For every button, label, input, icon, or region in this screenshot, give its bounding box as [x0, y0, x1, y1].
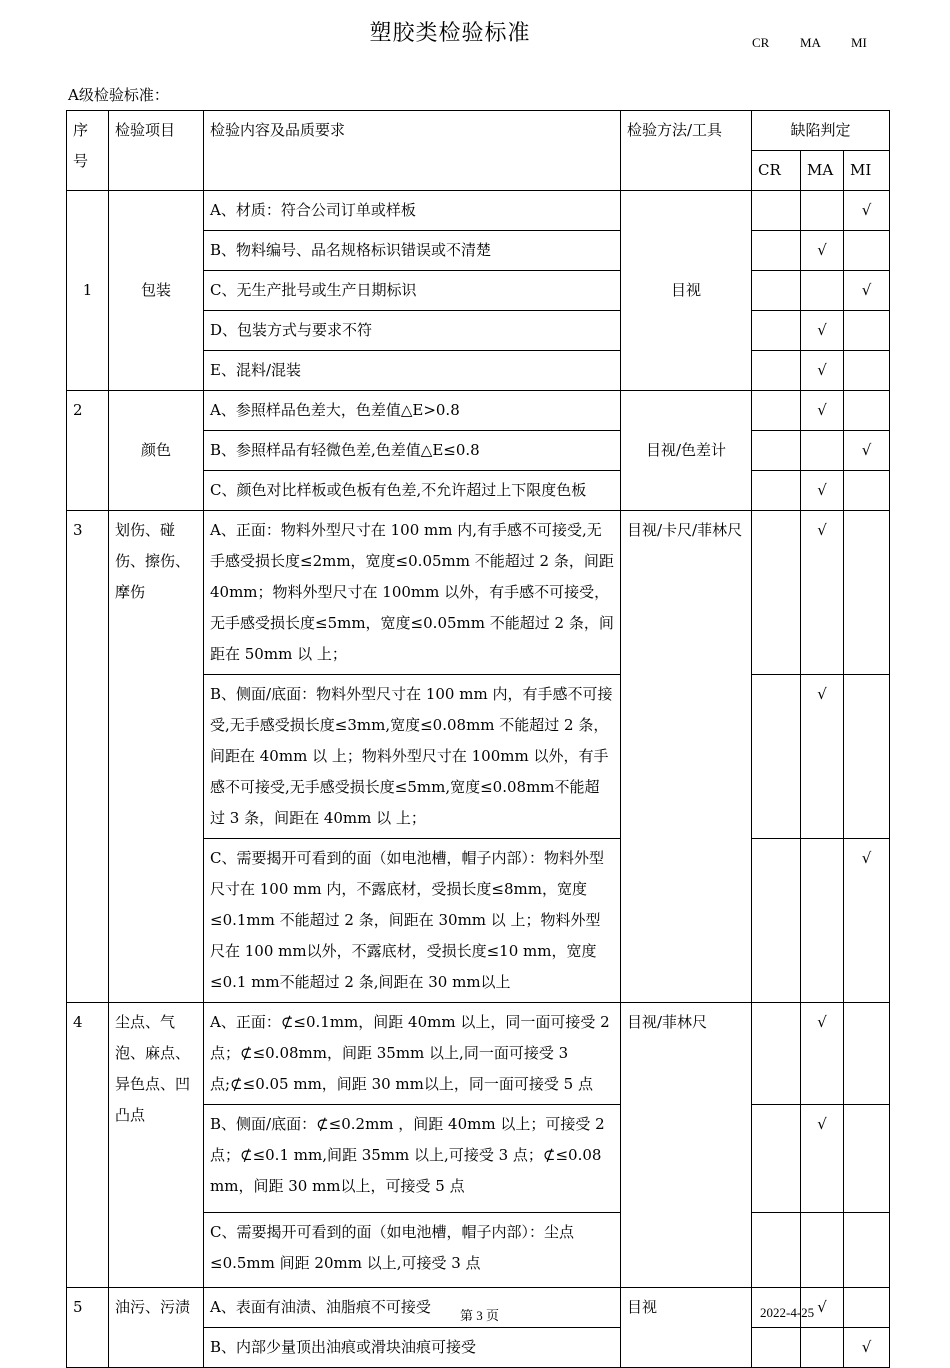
- row-item: 尘点、气泡、麻点、异色点、凹凸点: [109, 1003, 204, 1288]
- defect-ma-cell: [801, 1328, 844, 1368]
- row-content: A、材质：符合公司订单或样板: [204, 191, 621, 231]
- col-header-item: 检验项目: [109, 111, 204, 191]
- defect-ma-cell: [801, 511, 844, 675]
- check-mark: √: [861, 1338, 872, 1356]
- defect-cr-cell: [752, 1105, 801, 1213]
- defect-mi-cell: [844, 839, 890, 1003]
- defect-cr-cell: [752, 839, 801, 1003]
- defect-mi-cell: [844, 271, 890, 311]
- defect-mi-cell: [844, 311, 890, 351]
- defect-ma-cell: [801, 231, 844, 271]
- row-item: 颜色: [109, 391, 204, 511]
- defect-cr-cell: [752, 431, 801, 471]
- defect-ma-cell: [801, 1213, 844, 1288]
- row-content: B、侧面/底面：物料外型尺寸在 100 mm 内，有手感不可接受,无手感受损长度≤3mm,宽度≤0.08mm 不能超过 2 条，间距在 40mm 以 上；物料外型尺寸在 100mm 以外，有手感不可接受,无手感受损长度≤5mm,宽度≤0.08mm不能超过 3 条，间距在 40mm 以 上；: [204, 675, 621, 839]
- section-label: A级检验标准：: [68, 86, 169, 104]
- row-seq: 2: [67, 391, 109, 511]
- defect-cr-cell: [752, 191, 801, 231]
- row-content: B、侧面/底面：⊄≤0.2mm ，间距 40mm 以上；可接受 2 点；⊄≤0.1 mm,间距 35mm 以上,可接受 3 点；⊄≤0.08 mm，间距 30 mm以上，可接受 5 点: [204, 1105, 621, 1213]
- check-mark: √: [817, 685, 827, 703]
- defect-ma-cell: [801, 471, 844, 511]
- defect-mi-cell: [844, 1288, 890, 1328]
- col-header-defect: 缺陷判定: [752, 111, 890, 151]
- row-item: 划伤、碰伤、擦伤、摩伤: [109, 511, 204, 1003]
- defect-cr-cell: [752, 675, 801, 839]
- defect-cr-cell: [752, 1213, 801, 1288]
- header-code-cr: CR: [752, 35, 770, 50]
- defect-mi-cell: [844, 1213, 890, 1288]
- check-mark: √: [861, 201, 872, 219]
- defect-mi-cell: [844, 471, 890, 511]
- defect-ma-cell: [801, 351, 844, 391]
- check-mark: √: [817, 521, 827, 539]
- defect-cr-cell: [752, 231, 801, 271]
- col-header-mi: MI: [844, 151, 890, 191]
- row-item: 包装: [109, 191, 204, 391]
- row-content: A、表面有油渍、油脂痕不可接受: [204, 1288, 621, 1328]
- row-method: 目视: [621, 191, 752, 391]
- check-mark: √: [861, 441, 872, 459]
- row-item: 油污、污渍: [109, 1288, 204, 1368]
- check-mark: √: [817, 241, 827, 259]
- defect-mi-cell: [844, 511, 890, 675]
- page-number: 第 3 页: [460, 1308, 500, 1323]
- col-header-ma: MA: [801, 151, 844, 191]
- row-method: 目视/卡尺/菲林尺: [621, 511, 752, 1003]
- row-content: C、需要揭开可看到的面（如电池槽，帽子内部）：物料外型尺寸在 100 mm 内，不露底材，受损长度≤8mm，宽度≤0.1mm 不能超过 2 条，间距在 30mm 以 上；物料外型尺在 100 mm以外，不露底材，受损长度≤10 mm，宽度≤0.1 mm不能超过 2 条,间距在 30 mm以上: [204, 839, 621, 1003]
- row-content: C、需要揭开可看到的面（如电池槽，帽子内部）：尘点≤0.5mm 间距 20mm 以上,可接受 3 点: [204, 1213, 621, 1288]
- check-mark: √: [861, 281, 872, 299]
- defect-ma-cell: [801, 1105, 844, 1213]
- defect-cr-cell: [752, 271, 801, 311]
- defect-cr-cell: [752, 311, 801, 351]
- defect-mi-cell: [844, 351, 890, 391]
- row-content: C、颜色对比样板或色板有色差,不允许超过上下限度色板: [204, 471, 621, 511]
- row-content: D、包装方式与要求不符: [204, 311, 621, 351]
- row-seq: 3: [67, 511, 109, 1003]
- defect-mi-cell: [844, 1328, 890, 1368]
- check-mark: √: [817, 401, 827, 419]
- defect-ma-cell: [801, 839, 844, 1003]
- defect-ma-cell: [801, 391, 844, 431]
- check-mark: √: [817, 1013, 827, 1031]
- defect-mi-cell: [844, 675, 890, 839]
- row-method: 目视: [621, 1288, 752, 1368]
- defect-cr-cell: [752, 391, 801, 431]
- defect-cr-cell: [752, 511, 801, 675]
- defect-ma-cell: [801, 675, 844, 839]
- defect-cr-cell: [752, 351, 801, 391]
- table-body: [67, 191, 890, 1368]
- row-content: E、混料/混装: [204, 351, 621, 391]
- check-mark: √: [817, 481, 827, 499]
- row-content: B、参照样品有轻微色差,色差值△E≤0.8: [204, 431, 621, 471]
- row-content: A、正面：物料外型尺寸在 100 mm 内,有手感不可接受,无手感受损长度≤2mm，宽度≤0.05mm 不能超过 2 条，间距 40mm；物料外型尺寸在 100mm 以外，有手感不可接受，无手感受损长度≤5mm，宽度≤0.05mm 不能超过 2 条，间距在 50mm 以 上；: [204, 511, 621, 675]
- row-content: C、无生产批号或生产日期标识: [204, 271, 621, 311]
- footer-date: 2022-4-25: [760, 1305, 815, 1320]
- defect-ma-cell: [801, 431, 844, 471]
- inspection-table: [66, 110, 890, 1368]
- defect-ma-cell: [801, 191, 844, 231]
- table-row: [67, 1003, 890, 1105]
- defect-mi-cell: [844, 391, 890, 431]
- table-row: [67, 191, 890, 231]
- col-header-seq: 序号: [67, 111, 109, 191]
- check-mark: √: [817, 1115, 827, 1133]
- table-row: [67, 391, 890, 431]
- row-content: A、正面：⊄≤0.1mm，间距 40mm 以上，同一面可接受 2 点；⊄≤0.08mm，间距 35mm 以上,同一面可接受 3 点;⊄≤0.05 mm，间距 30 mm以上，同一面可接受 5 点: [204, 1003, 621, 1105]
- col-header-method: 检验方法/工具: [621, 111, 752, 191]
- defect-ma-cell: [801, 1003, 844, 1105]
- check-mark: √: [861, 849, 872, 867]
- row-method: 目视/菲林尺: [621, 1003, 752, 1288]
- check-mark: √: [817, 1298, 827, 1316]
- defect-mi-cell: [844, 231, 890, 271]
- defect-ma-cell: [801, 271, 844, 311]
- col-header-content: 检验内容及品质要求: [204, 111, 621, 191]
- defect-mi-cell: [844, 1105, 890, 1213]
- row-content: A、参照样品色差大，色差值△E>0.8: [204, 391, 621, 431]
- defect-mi-cell: [844, 1003, 890, 1105]
- check-mark: √: [817, 361, 827, 379]
- defect-ma-cell: [801, 311, 844, 351]
- defect-cr-cell: [752, 1328, 801, 1368]
- col-header-cr: CR: [752, 151, 801, 191]
- defect-mi-cell: [844, 191, 890, 231]
- header-code-ma: MA: [800, 35, 821, 50]
- header-code-mi: MI: [851, 35, 867, 50]
- row-content: B、物料编号、品名规格标识错误或不清楚: [204, 231, 621, 271]
- row-content: B、内部少量顶出油痕或滑块油痕可接受: [204, 1328, 621, 1368]
- defect-cr-cell: [752, 471, 801, 511]
- check-mark: √: [817, 321, 827, 339]
- row-seq: 1: [67, 191, 109, 391]
- defect-mi-cell: [844, 431, 890, 471]
- row-seq: 5: [67, 1288, 109, 1368]
- table-row: [67, 511, 890, 675]
- row-seq: 4: [67, 1003, 109, 1288]
- defect-cr-cell: [752, 1003, 801, 1105]
- row-method: 目视/色差计: [621, 391, 752, 511]
- page-title: 塑胶类检验标准: [369, 21, 531, 46]
